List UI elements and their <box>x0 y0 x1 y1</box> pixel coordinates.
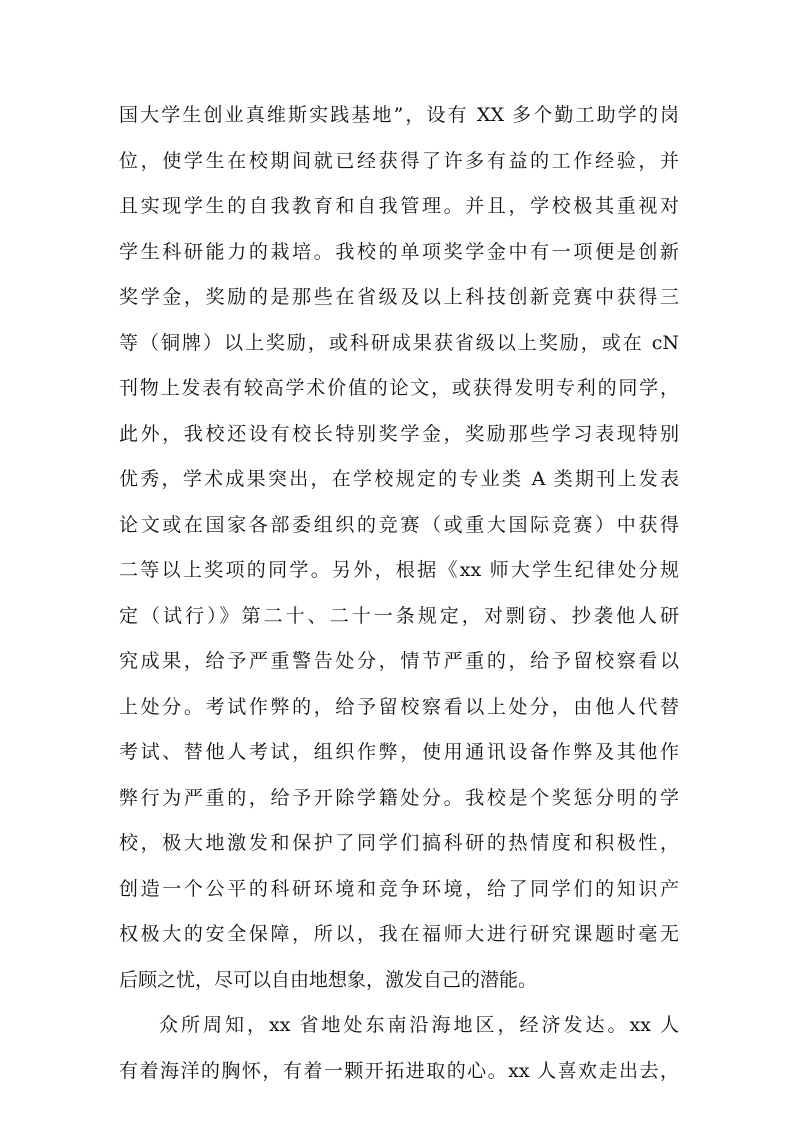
text-line: 校，极大地激发和保护了同学们搞科研的热情度和积极性， <box>119 832 679 854</box>
text-line: 等（铜牌）以上奖励，或科研成果获省级以上奖励，或在 cN <box>119 331 679 354</box>
body-text <box>119 93 679 1094</box>
text-line: 二等以上奖项的同学。另外，根据《xx 师大学生纪律处分规 <box>119 559 679 581</box>
text-line: 考试、替他人考试，组织作弊，使用通讯设备作弊及其他作 <box>119 741 679 763</box>
text-line: 优秀，学术成果突出，在学校规定的专业类 A 类期刊上发表 <box>119 468 679 490</box>
text-line: 且实现学生的自我教育和自我管理。并且，学校极其重视对 <box>119 195 679 217</box>
text-line: 定（试行）》第二十、二十一条规定，对剽窃、抄袭他人研 <box>119 604 679 627</box>
text-line: 创造一个公平的科研环境和竞争环境，给了同学们的知识产 <box>119 877 679 900</box>
text-line: 有着海洋的胸怀，有着一颗开拓进取的心。xx 人喜欢走出去， <box>119 1059 679 1082</box>
text-line: 上处分。考试作弊的，给予留校察看以上处分，由他人代替 <box>119 695 679 718</box>
text-line: 究成果，给予严重警告处分，情节严重的，给予留校察看以 <box>119 650 679 672</box>
text-line: 论文或在国家各部委组织的竞赛（或重大国际竞赛）中获得 <box>119 513 679 536</box>
text-line: 此外，我校还设有校长特别奖学金，奖励那些学习表现特别 <box>119 422 679 445</box>
text-line: 学生科研能力的栽培。我校的单项奖学金中有一项便是创新 <box>119 240 679 263</box>
paragraph-end-line: 后顾之忧，尽可以自由地想象，激发自己的潜能。 <box>119 968 538 991</box>
text-line: 弊行为严重的，给予开除学籍处分。我校是个奖惩分明的学 <box>119 786 679 809</box>
text-line: 奖学金，奖励的是那些在省级及以上科技创新竞赛中获得三 <box>119 286 679 308</box>
text-line: 刊物上发表有较高学术价值的论文，或获得发明专利的同学， <box>119 377 679 399</box>
text-line: 权极大的安全保障，所以，我在福师大进行研究课题时毫无 <box>119 923 679 945</box>
text-line: 国大学生创业真维斯实践基地”，设有 XX 多个勤工助学的岗 <box>119 104 679 126</box>
text-line: 位，使学生在校期间就已经获得了许多有益的工作经验，并 <box>119 149 679 172</box>
paragraph-start-line: 众所周知，xx 省地处东南沿海地区，经济发达。xx 人 <box>159 1014 679 1036</box>
